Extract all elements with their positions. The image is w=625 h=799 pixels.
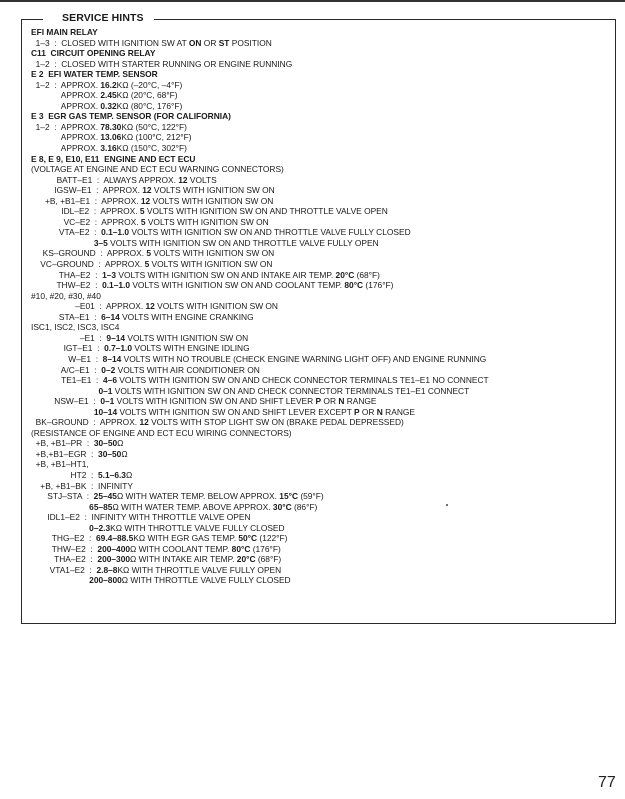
hint-text: +B, +B1–BK : INFINITY	[31, 480, 133, 491]
hint-text: 0–1	[98, 385, 113, 396]
hint-text: 10–14	[93, 406, 118, 417]
hint-text: 0–2.3	[89, 522, 111, 533]
hint-text: KΩ (80°C, 176°F)	[116, 100, 183, 111]
hint-text: 30–50	[98, 448, 122, 459]
hint-text: 200–800	[89, 575, 122, 586]
hint-text: 12	[178, 174, 188, 185]
scan-speck	[446, 504, 448, 506]
hint-text: (68°F)	[255, 554, 282, 565]
hint-text: Ω	[121, 448, 128, 459]
hint-text: NSW–E1 :	[31, 396, 101, 407]
hint-text: 69.4–88.5	[96, 533, 134, 544]
hint-line	[31, 544, 611, 555]
hint-text: 15°C	[279, 491, 298, 502]
hint-line	[31, 301, 611, 312]
hint-line	[31, 354, 611, 365]
hint-line	[31, 132, 611, 143]
hint-line	[31, 523, 611, 534]
hint-text: VOLTS WITH IGNITION SW ON	[149, 259, 273, 270]
hint-text: +B, +B1–E1 : APPROX.	[31, 195, 141, 206]
hint-line	[31, 164, 611, 175]
hint-text: EFI MAIN RELAY	[31, 27, 98, 37]
frame-top-rule-left	[21, 19, 43, 20]
hint-text: ST	[218, 37, 230, 48]
hint-text: IDL1–E2 : INFINITY WITH THROTTLE VALVE OPEN	[31, 512, 251, 523]
hint-text: (176°F)	[250, 543, 281, 554]
hint-text: A/C–E1 :	[31, 364, 102, 375]
hint-text: THW–E2 :	[31, 280, 103, 291]
hint-text: IDL–E2 : APPROX.	[31, 206, 140, 217]
hint-line	[31, 196, 611, 207]
hint-line	[31, 291, 611, 302]
hint-text: ON	[188, 37, 202, 48]
hint-text: 12	[139, 417, 149, 428]
hint-line	[31, 502, 611, 513]
hint-text: N	[338, 396, 345, 407]
hint-text: 0.32	[100, 100, 117, 111]
hint-line	[31, 206, 611, 217]
hint-text: E 3 EGR GAS TEMP. SENSOR (FOR CALIFORNIA)	[31, 111, 231, 122]
hint-text	[31, 407, 94, 417]
hint-text: STJ–STA :	[31, 491, 94, 502]
hint-text: +B, +B1–PR :	[31, 438, 94, 449]
hint-text: 1–3 : CLOSED WITH IGNITION SW AT	[31, 37, 189, 48]
hint-text: –E1 :	[31, 332, 107, 343]
hint-line	[31, 248, 611, 259]
hint-text: KΩ WITH THROTTLE VALVE FULLY CLOSED	[110, 522, 285, 533]
hint-line	[31, 396, 611, 407]
hint-text: 0.1–1.0	[101, 227, 130, 238]
hint-line	[31, 259, 611, 270]
hint-line	[31, 217, 611, 228]
page-top-rule	[0, 0, 625, 2]
hint-text: 12	[142, 185, 152, 196]
hint-text: VOLTS WITH NO TROUBLE (CHECK ENGINE WARNING LIGHT OFF) AND ENGINE RUNNING	[121, 353, 487, 364]
hint-text: VOLTS WITH IGNITION SW ON	[154, 301, 278, 312]
hint-line	[31, 312, 611, 323]
hint-line	[31, 101, 611, 112]
hint-text: 5	[146, 248, 152, 259]
hint-text: 5	[144, 259, 150, 270]
hint-text: KΩ (150°C, 302°F)	[116, 143, 187, 154]
hint-text: 80°C	[231, 543, 251, 554]
hint-line	[31, 512, 611, 523]
hint-text: KΩ (–20°C, –4°F)	[116, 79, 183, 90]
hint-text: BK–GROUND : APPROX.	[31, 417, 140, 428]
hint-text: (59°F)	[298, 491, 324, 502]
hint-text: VOLTS WITH IGNITION SW ON AND THROTTLE VALVE FULLY CLOSED	[129, 227, 411, 238]
hint-line	[31, 428, 611, 439]
hint-text: VOLTS WITH ENGINE IDLING	[132, 343, 250, 354]
hint-text: POSITION	[229, 37, 272, 48]
hint-text: VOLTS WITH IGNITION SW ON AND CHECK CONNECTOR TERMINALS TE1–E1 NO CONNECT	[116, 375, 489, 386]
hint-text	[31, 575, 89, 585]
hint-text: KΩ WITH THROTTLE VALVE FULLY OPEN	[117, 564, 282, 575]
hint-text: 1–3	[102, 269, 117, 280]
hint-text: VOLTS WITH IGNITION SW ON	[145, 216, 269, 227]
hint-text: ISC1, ISC2, ISC3, ISC4	[31, 322, 120, 333]
hint-text: RANGE	[382, 406, 415, 417]
hint-text: 30°C	[272, 501, 292, 512]
hint-text: VOLTS WITH IGNITION SW ON	[151, 248, 275, 259]
hint-text: (86°F)	[291, 501, 318, 512]
hint-line	[31, 90, 611, 101]
hint-text: E 2 EFI WATER TEMP. SENSOR	[31, 69, 158, 80]
hint-line	[31, 69, 611, 80]
hint-line	[31, 38, 611, 49]
hint-text: IGT–E1 :	[31, 343, 105, 354]
hint-line	[31, 280, 611, 291]
hint-text: KΩ WITH EGR GAS TEMP.	[133, 533, 239, 544]
hint-text: VOLTS WITH IGNITION SW ON AND THROTTLE VALVE OPEN	[144, 206, 388, 217]
hint-text: (68°F)	[354, 269, 380, 280]
hint-text	[31, 523, 89, 533]
hint-text: Ω WITH THROTTLE VALVE FULLY CLOSED	[121, 575, 291, 586]
hint-text: 2.8–8	[96, 564, 118, 575]
hint-line	[31, 175, 611, 186]
hint-text: #10, #20, #30, #40	[31, 290, 101, 301]
hint-text	[31, 386, 98, 396]
hint-line	[31, 111, 611, 122]
hint-text: 30–50	[93, 438, 118, 449]
hint-text: +B,+B1–EGR :	[31, 448, 99, 459]
hint-text: 6–14	[101, 311, 120, 322]
section-title: SERVICE HINTS	[62, 12, 144, 24]
page-number: 77	[598, 774, 616, 791]
hint-text: THA–E2 :	[31, 554, 98, 565]
hint-line	[31, 333, 611, 344]
hint-text: VOLTS WITH IGNITION SW ON AND INTAKE AIR TEMP.	[116, 269, 336, 280]
hint-text: THW–E2 :	[31, 543, 98, 554]
hint-text: VOLTS WITH IGNITION SW ON AND CHECK CONNECTOR TERMINALS TE1–E1 CONNECT	[112, 385, 470, 396]
hint-line	[31, 80, 611, 91]
service-hints-body	[31, 27, 611, 586]
hint-text: VOLTS WITH IGNITION SW ON AND COOLANT TEMP.	[130, 280, 345, 291]
hint-text: VOLTS WITH AIR CONDITIONER ON	[115, 364, 260, 375]
hint-text: 1–2 : APPROX.	[31, 121, 101, 132]
hint-text: BATT–E1 : ALWAYS APPROX.	[31, 174, 179, 185]
hint-text: 50°C	[238, 533, 258, 544]
hint-text: 1–2 : CLOSED WITH STARTER RUNNING OR ENGINE RUNNING	[31, 58, 293, 69]
hint-text: 20°C	[236, 554, 256, 565]
hint-text: 9–14	[106, 332, 126, 343]
hint-text: THA–E2 :	[31, 269, 103, 280]
hint-line	[31, 365, 611, 376]
hint-text: TE1–E1 :	[31, 375, 103, 386]
hint-text: Ω WITH WATER TEMP. BELOW APPROX.	[116, 491, 280, 502]
hint-text: 12	[145, 301, 155, 312]
hint-text: Ω	[117, 438, 124, 449]
hint-line	[31, 122, 611, 133]
hint-text: STA–E1 :	[31, 311, 102, 322]
hint-text: 5.1–6.3	[98, 469, 126, 480]
hint-text: KΩ (20°C, 68°F)	[116, 90, 178, 101]
hint-text: KΩ (50°C, 122°F)	[121, 121, 187, 132]
hint-text	[31, 502, 89, 512]
hint-text: VTA1–E2 :	[31, 564, 97, 575]
hint-text: THG–E2 :	[31, 533, 97, 544]
hint-text: 16.2	[100, 79, 117, 90]
hint-line	[31, 386, 611, 397]
hint-line	[31, 48, 611, 59]
hint-text: Ω	[125, 469, 133, 480]
hint-text: 200–300	[97, 554, 131, 565]
hint-text: RANGE	[344, 396, 377, 407]
hint-text: APPROX.	[31, 143, 101, 154]
hint-text: 80°C	[344, 280, 364, 291]
hint-text: 4–6	[103, 375, 117, 386]
hint-text: 12	[140, 195, 151, 206]
hint-text: –E01 : APPROX.	[31, 301, 146, 312]
hint-text: VOLTS WITH IGNITION SW ON AND SHIFT LEVER EXCEPT	[117, 406, 354, 417]
hint-line	[31, 322, 611, 333]
hint-text: (122°F)	[257, 533, 288, 544]
hint-text: VOLTS	[187, 174, 217, 185]
hint-line	[31, 27, 611, 38]
hint-text: APPROX.	[31, 100, 101, 111]
hint-text: KS–GROUND : APPROX.	[31, 248, 147, 259]
hint-line	[31, 554, 611, 565]
hint-line	[31, 343, 611, 354]
hint-line	[31, 470, 611, 481]
hint-text: VTA–E2 :	[31, 227, 102, 238]
hint-text: 13.06	[100, 132, 122, 143]
hint-text: 2.45	[100, 90, 117, 101]
hint-line	[31, 143, 611, 154]
hint-text: 5	[139, 206, 145, 217]
hint-text: VOLTS WITH IGNITION SW ON AND THROTTLE VALVE FULLY OPEN	[107, 237, 379, 248]
hint-text: OR	[201, 37, 219, 48]
hint-text: OR	[359, 406, 377, 417]
hint-text: VOLTS WITH IGNITION SW ON	[125, 332, 249, 343]
frame-top-rule-right	[154, 19, 616, 20]
hint-text: 0.1–1.0	[102, 280, 131, 291]
hint-text: Ω WITH WATER TEMP. ABOVE APPROX.	[112, 501, 273, 512]
hint-line	[31, 449, 611, 460]
hint-text: 0–1	[100, 396, 115, 407]
hint-text: 200–400	[97, 543, 131, 554]
hint-text: C11 CIRCUIT OPENING RELAY	[31, 48, 156, 59]
hint-line	[31, 154, 611, 165]
hint-text: Ω WITH INTAKE AIR TEMP.	[130, 554, 237, 565]
hint-line	[31, 575, 611, 586]
hint-text: 5	[140, 216, 146, 227]
hint-text	[31, 238, 94, 248]
hint-text: 0.7–1.0	[104, 343, 133, 354]
hint-text: VC–E2 : APPROX.	[31, 216, 141, 227]
hint-text: Ω WITH COOLANT TEMP.	[130, 543, 232, 554]
hint-text: VOLTS WITH ENGINE CRANKING	[119, 311, 254, 322]
hint-text: W–E1 :	[31, 353, 103, 364]
hint-text: APPROX.	[31, 132, 101, 143]
hint-text: IGSW–E1 : APPROX.	[31, 185, 143, 196]
hint-text: (176°F)	[363, 280, 394, 291]
hint-line	[31, 59, 611, 70]
hint-text: 0–2	[101, 364, 116, 375]
hint-line	[31, 185, 611, 196]
hint-text: KΩ (100°C, 212°F)	[121, 132, 192, 143]
hint-line	[31, 417, 611, 428]
hint-text: 65–85	[89, 501, 113, 512]
hint-text: 3.16	[100, 143, 117, 154]
hint-text: HT2 :	[31, 469, 99, 480]
hint-text: VOLTS WITH IGNITION SW ON	[150, 195, 274, 206]
hint-line	[31, 438, 611, 449]
hint-text: APPROX.	[31, 90, 101, 101]
hint-line	[31, 238, 611, 249]
hint-text: (RESISTANCE OF ENGINE AND ECT ECU WIRING CONNECTORS)	[31, 427, 292, 438]
hint-line	[31, 270, 611, 281]
hint-line	[31, 491, 611, 502]
hint-text: P	[353, 406, 360, 417]
hint-text: 1–2 : APPROX.	[31, 79, 101, 90]
hint-text: E 8, E 9, E10, E11 ENGINE AND ECT ECU	[31, 153, 196, 164]
hint-text: 20°C	[335, 269, 355, 280]
hint-text: 25–45	[93, 491, 117, 502]
hint-text: OR	[321, 396, 339, 407]
hint-line	[31, 407, 611, 418]
hint-text: VOLTS WITH STOP LIGHT SW ON (BRAKE PEDAL DEPRESSED)	[148, 417, 404, 428]
hint-text: 78.30	[100, 121, 122, 132]
hint-line	[31, 533, 611, 544]
hint-line	[31, 481, 611, 492]
hint-text: 8–14	[102, 353, 122, 364]
hint-text: +B, +B1–HT1,	[31, 459, 89, 470]
hint-text: N	[376, 406, 383, 417]
hint-text: VOLTS WITH IGNITION SW ON AND SHIFT LEVER	[114, 396, 316, 407]
hint-text: VC–GROUND : APPROX.	[31, 259, 145, 270]
hint-text: P	[315, 396, 322, 407]
hint-line	[31, 227, 611, 238]
hint-text: (VOLTAGE AT ENGINE AND ECT ECU WARNING CONNECTORS)	[31, 164, 284, 175]
hint-line	[31, 375, 611, 386]
hint-line	[31, 459, 611, 470]
hint-text: 3–5	[93, 237, 108, 248]
hint-text: VOLTS WITH IGNITION SW ON	[151, 185, 275, 196]
hint-line	[31, 565, 611, 576]
